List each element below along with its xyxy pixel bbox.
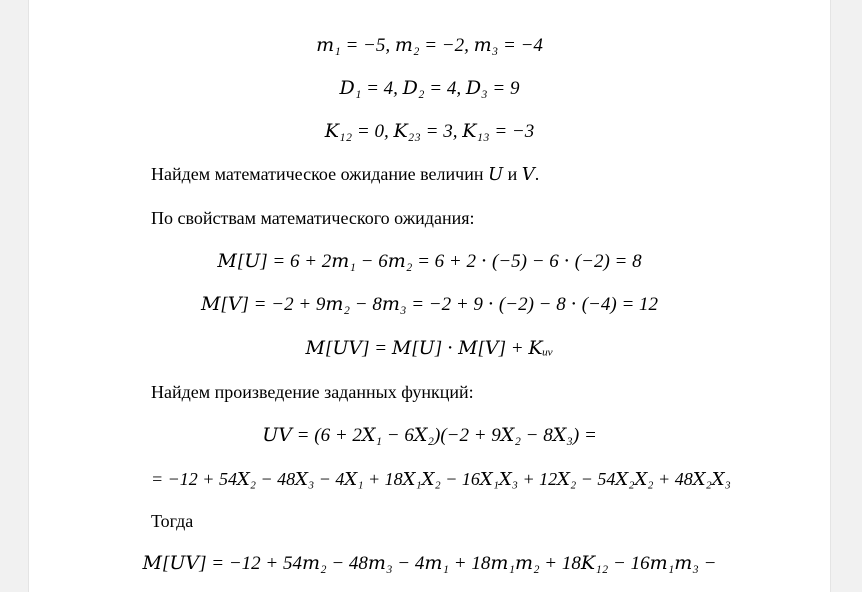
equation-muv-expanded: 𝑀[𝑈𝑉] = −12 + 54𝑚₂ − 48𝑚₃ − 4𝑚₁ + 18𝑚₁𝑚₂ + 18𝐾₁₂ − 16𝑚₁𝑚₃ − <box>142 553 717 574</box>
means-line: 𝑚₁ = −5, 𝑚₂ = −2, 𝑚₃ = −4 <box>316 35 543 56</box>
paragraph-find-product: Найдем произведение заданных функций: <box>151 382 474 402</box>
equation-uv-expanded: = −12 + 54𝑋₂ − 48𝑋₃ − 4𝑋₁ + 18𝑋₁𝑋₂ − 16𝑋₁𝑋₃ + 12𝑋₂ − 54𝑋₂𝑋₂ + 48𝑋₂𝑋₃ <box>151 469 731 489</box>
document-page <box>28 0 831 592</box>
equation-muv-formula: 𝑀[𝑈𝑉] = 𝑀[𝑈] ⋅ 𝑀[𝑉] + 𝐾ᵤᵥ <box>305 338 554 359</box>
paragraph-properties: По свойствам математического ожидания: <box>151 208 475 228</box>
equation-mv: 𝑀[𝑉] = −2 + 9𝑚₂ − 8𝑚₃ = −2 + 9 ⋅ (−2) − 8 ⋅ (−4) = 12 <box>200 294 659 315</box>
paragraph-then: Тогда <box>151 511 194 531</box>
variances-line: 𝐷₁ = 4, 𝐷₂ = 4, 𝐷₃ = 9 <box>339 78 520 99</box>
covariances-line: 𝐾₁₂ = 0, 𝐾₂₃ = 3, 𝐾₁₃ = −3 <box>324 121 535 142</box>
equation-mu: 𝑀[𝑈] = 6 + 2𝑚₁ − 6𝑚₂ = 6 + 2 ⋅ (−5) − 6 ⋅ (−2) = 8 <box>217 251 642 272</box>
paragraph-find-expectation: Найдем математическое ожидание величин 𝑈 и 𝑉. <box>151 164 540 184</box>
equation-uv-product: 𝑈𝑉 = (6 + 2𝑋₁ − 6𝑋₂)(−2 + 9𝑋₂ − 8𝑋₃) = <box>262 425 597 446</box>
